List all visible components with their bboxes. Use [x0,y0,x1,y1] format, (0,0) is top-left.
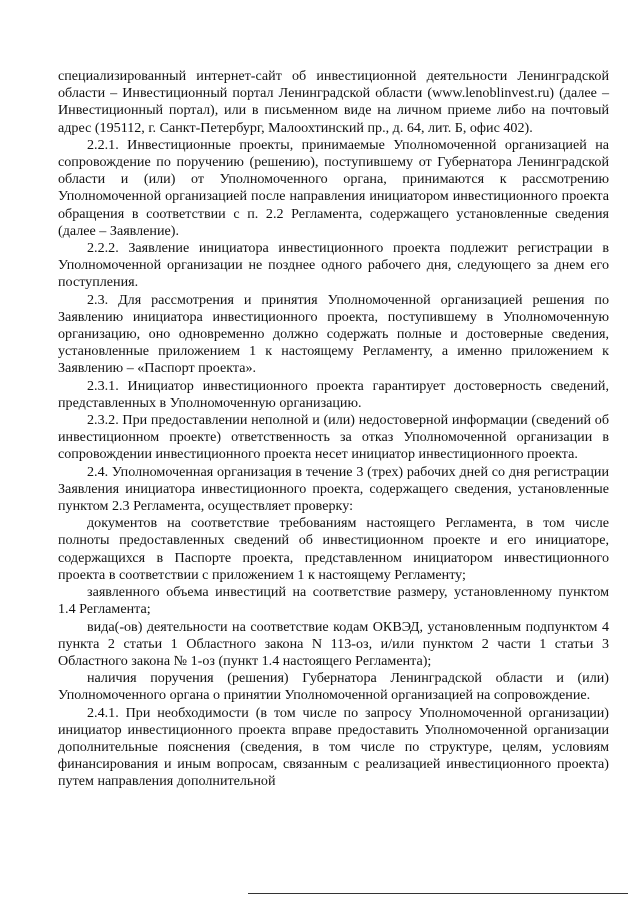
paragraph-2-2-2: 2.2.2. Заявление инициатора инвестиционного проекта подлежит регистрации в Уполномоченной организации не позднее одного рабочего дня, следующего за днем его поступления. [58,240,609,291]
list-item-documents: документов на соответствие требованиям настоящего Регламента, в том числе полноты предоставленных сведений об инвестиционном проекте и его инициаторе, содержащихся в Паспорте проекта, представленном инициатором инвестиционного проекта в соответствии с приложением 1 к настоящему Регламенту; [58,515,609,583]
paragraph-2-4-1: 2.4.1. При необходимости (в том числе по запросу Уполномоченной организации) инициатор инвестиционного проекта вправе предоставить Уполномоченной организации дополнительные пояснения (сведения, в том числе по структуре, целям, условиям финансирования и иным вопросам, связанным с реализацией инвестиционного проекта) путем направления дополнительной [58,704,609,790]
list-item-governor-order: наличия поручения (решения) Губернатора Ленинградской области и (или) Уполномоченного органа о принятии Уполномоченной организацией на сопровождение. [58,670,609,704]
paragraph-2-2-1: 2.2.1. Инвестиционные проекты, принимаемые Уполномоченной организацией на сопровождение по поручению (решению), поступившему от Губернатора Ленинградской области и (или) от Уполномоченного органа, принимаются к рассмотрению Уполномоченной организацией после направления инициатором инвестиционного проекта обращения в соответствии с п. 2.2 Регламента, содержащего установленные сведения (далее – Заявление). [58,136,609,239]
list-item-activity-type: вида(-ов) деятельности на соответствие кодам ОКВЭД, установленным подпунктом 4 пункта 2 статьи 1 Областного закона N 113-оз, и/или пунктом 2 части 1 статьи 3 Областного закона № 1-оз (пункт 1.4 настоящего Регламента); [58,618,609,669]
page-bottom-rule [248,893,628,894]
paragraph-continuation: специализированный интернет-сайт об инвестиционной деятельности Ленинградской области – Инвестиционный портал Ленинградской области (www.lenoblinvest.ru) (далее – Инвестиционный портал), или в письменном виде на личном приеме либо на почтовый адрес (195112, г. Санкт-Петербург, Малоохтинский пр., д. 64, лит. Б, офис 402). [58,68,609,136]
paragraph-2-3-1: 2.3.1. Инициатор инвестиционного проекта гарантирует достоверность сведений, представленных в Уполномоченную организацию. [58,377,609,411]
paragraph-2-3: 2.3. Для рассмотрения и принятия Уполномоченной организацией решения по Заявлению инициатора инвестиционного проекта, поступившему в Уполномоченную организацию, оно одновременно должно содержать полные и достоверные сведения, установленные приложением 1 к настоящему Регламенту, а именно приложением к Заявлению – «Паспорт проекта». [58,291,609,377]
list-item-investment-volume: заявленного объема инвестиций на соответствие размеру, установленному пунктом 1.4 Регламента; [58,584,609,618]
paragraph-2-4: 2.4. Уполномоченная организация в течение 3 (трех) рабочих дней со дня регистрации Заявления инициатора инвестиционного проекта, содержащего сведения, установленные пунктом 2.3 Регламента, осуществляет проверку: [58,463,609,515]
document-page [58,68,609,791]
paragraph-2-3-2: 2.3.2. При предоставлении неполной и (или) недостоверной информации (сведений об инвестиционном проекте) ответственность за отказ Уполномоченной организации в сопровождении инвестиционного проекта несет инициатор инвестиционного проекта. [58,412,609,463]
